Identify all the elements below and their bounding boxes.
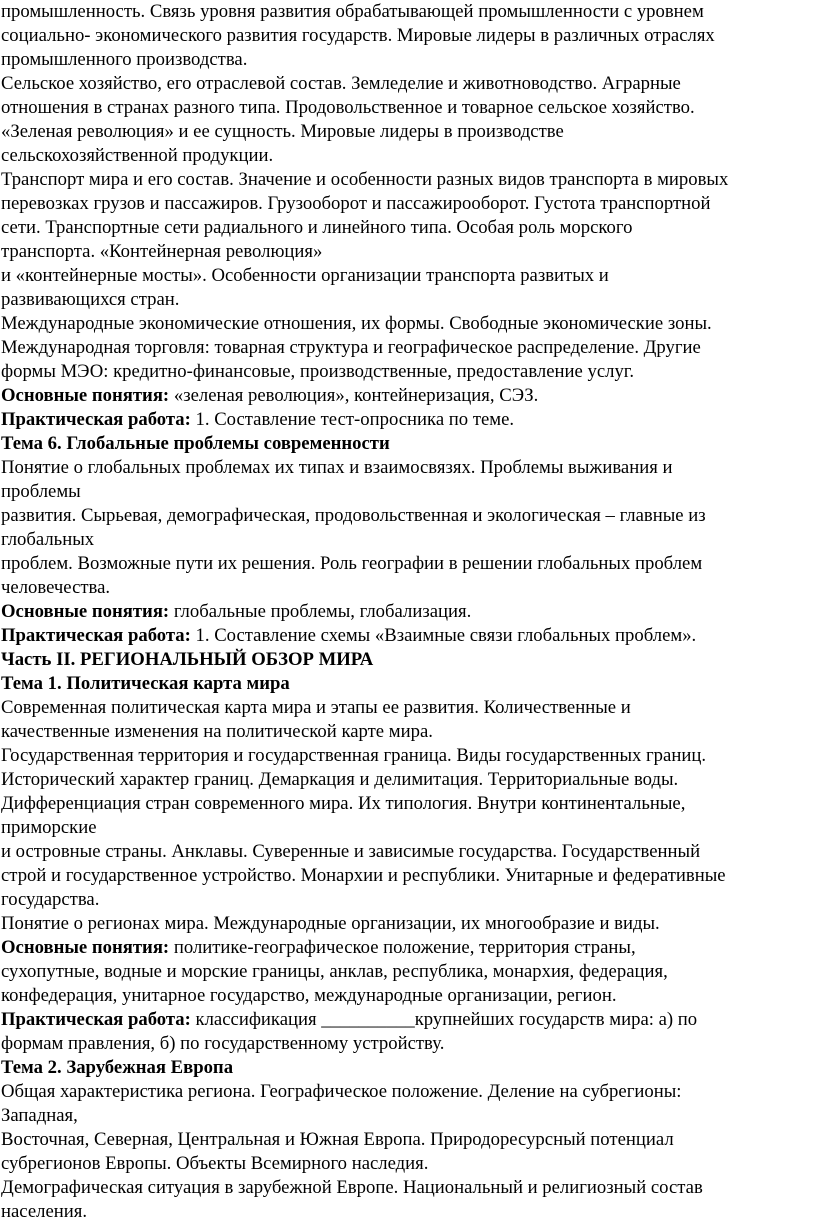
section-heading: Тема 1. Политическая карта мира [1,673,290,694]
text-line: транспорта. «Контейнерная революция» [1,241,323,262]
text-line: Западная, [1,1105,78,1126]
inline-text: 1. Составление тест-опросника по теме. [190,409,515,430]
text-line: государства. [1,889,100,910]
text-line: Дифференциация стран современного мира. Их типология. Внутри континентальные, [1,793,686,814]
text-line: Восточная, Северная, Центральная и Южная Европа. Природоресурсный потенциал [1,1129,674,1150]
text-line: Государственная территория и государственная граница. Виды государственных границ. [1,745,706,766]
text-line: Транспорт мира и его состав. Значение и особенности разных видов транспорта в мировых [1,169,729,190]
section-heading: Тема 6. Глобальные проблемы современности [1,433,390,454]
text-line: и островные страны. Анклавы. Суверенные и зависимые государства. Государственный [1,841,701,862]
inline-text: 1. Составление схемы «Взаимные связи глобальных проблем». [190,625,697,646]
text-line: промышленного производства. [1,49,248,70]
inline-text: «зеленая революция», контейнеризация, СЭЗ. [169,385,539,406]
labeled-line [1,624,696,648]
labeled-line [1,936,636,960]
text-line: и «контейнерные мосты». Особенности организации транспорта развитых и [1,265,609,286]
inline-label: Практическая работа: [1,409,191,430]
section-heading: Тема 2. Зарубежная Европа [1,1057,234,1078]
text-line: Исторический характер границ. Демаркация и делимитация. Территориальные воды. [1,769,679,790]
text-line: «Зеленая революция» и ее сущность. Мировые лидеры в производстве [1,121,564,142]
text-line: проблемы [1,481,81,502]
inline-text: политике-географическое положение, территория страны, [169,937,636,958]
text-line: развивающихся стран. [1,289,180,310]
text-line: глобальных [1,529,95,550]
inline-text: классификация __________крупнейших государств мира: а) по [190,1009,698,1030]
text-line: Понятие о глобальных проблемах их типах и взаимосвязях. Проблемы выживания и [1,457,673,478]
text-line: Демографическая ситуация в зарубежной Европе. Национальный и религиозный состав [1,1177,703,1198]
inline-label: Основные понятия: [1,937,170,958]
text-line: Международные экономические отношения, их формы. Свободные экономические зоны. [1,313,712,334]
inline-label: Основные понятия: [1,601,170,622]
text-line: сухопутные, водные и морские границы, анклав, республика, монархия, федерация, [1,961,668,982]
text-line: сельскохозяйственной продукции. [1,145,274,166]
text-line: социально- экономического развития государств. Мировые лидеры в различных отраслях [1,25,715,46]
labeled-line [1,600,471,624]
inline-label: Основные понятия: [1,385,170,406]
text-line: промышленность. Связь уровня развития обрабатывающей промышленности с уровнем [1,1,704,22]
text-line: строй и государственное устройство. Монархии и республики. Унитарные и федеративные [1,865,726,886]
text-line: формы МЭО: кредитно-финансовые, производственные, предоставление услуг. [1,361,635,382]
text-line: отношения в странах разного типа. Продовольственное и товарное сельское хозяйство. [1,97,695,118]
text-line: человечества. [1,577,111,598]
text-line: сети. Транспортные сети радиального и линейного типа. Особая роль морского [1,217,633,238]
text-line: Международная торговля: товарная структура и географическое распределение. Другие [1,337,701,358]
text-line: перевозках грузов и пассажиров. Грузооборот и пассажирооборот. Густота транспортной [1,193,711,214]
text-line: субрегионов Европы. Объекты Всемирного наследия. [1,1153,429,1174]
text-line: Общая характеристика региона. Географическое положение. Деление на субрегионы: [1,1081,682,1102]
inline-text: глобальные проблемы, глобализация. [169,601,472,622]
text-line: проблем. Возможные пути их решения. Роль географии в решении глобальных проблем [1,553,703,574]
inline-label: Практическая работа: [1,625,191,646]
text-line: Современная политическая карта мира и этапы ее развития. Количественные и [1,697,631,718]
text-line: качественные изменения на политической карте мира. [1,721,433,742]
labeled-line [1,384,538,408]
labeled-line [1,408,514,432]
text-line: развития. Сырьевая, демографическая, продовольственная и экологическая – главные из [1,505,706,526]
labeled-line [1,1008,697,1032]
inline-label: Практическая работа: [1,1009,191,1030]
section-heading: Часть II. РЕГИОНАЛЬНЫЙ ОБЗОР МИРА [1,649,374,670]
text-line: приморские [1,817,97,838]
text-line: конфедерация, унитарное государство, международные организации, регион. [1,985,617,1006]
text-line: населения. [1,1201,88,1222]
text-line: Сельское хозяйство, его отраслевой состав. Земледелие и животноводство. Аграрные [1,73,681,94]
text-line: Понятие о регионах мира. Международные организации, их многообразие и виды. [1,913,660,934]
text-line: формам правления, б) по государственному устройству. [1,1033,445,1054]
